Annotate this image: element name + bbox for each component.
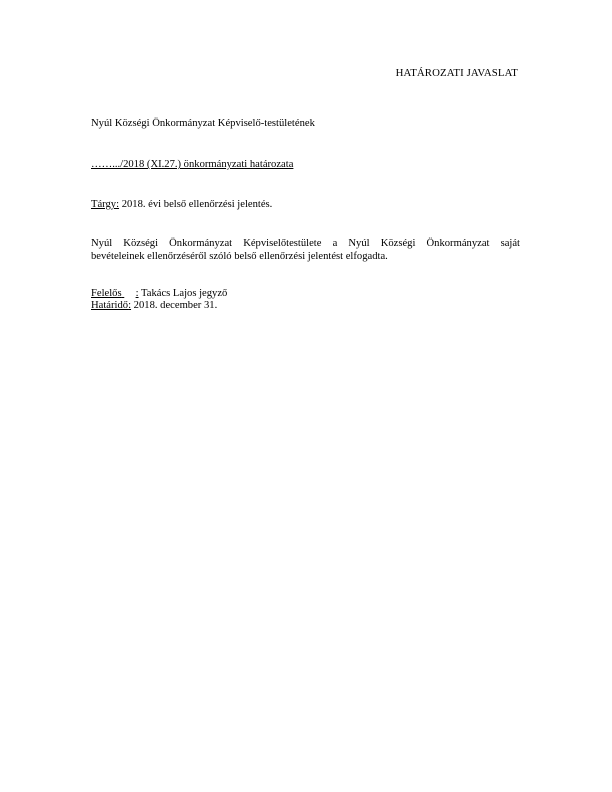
resolution-number-text: …….../2018 (XI.27.) önkormányzati határozata [91, 159, 294, 170]
responsible-separator: : [135, 288, 139, 299]
responsible-line [91, 288, 520, 300]
resolution-number [91, 159, 520, 171]
resolution-body [91, 238, 520, 263]
resolution-body-line-1: Nyúl Községi Önkormányzat Képviselőtestülete a Nyúl Községi Önkormányzat saját [91, 238, 520, 249]
deadline-separator: : [128, 300, 132, 311]
deadline-line [91, 300, 520, 312]
document-title: HATÁROZATI JAVASLAT [395, 67, 518, 79]
subject-text: 2018. évi belső ellenőrzési jelentés. [119, 199, 273, 210]
deadline-label: Határidő [91, 300, 129, 311]
addressee-line: Nyúl Községi Önkormányzat Képviselő-testületének [91, 118, 315, 129]
resolution-body-line-2: bevételeinek ellenőrzéséről szóló belső ellenőrzési jelentést elfogadta. [91, 250, 388, 262]
responsible-gap [122, 288, 136, 300]
subject-label: Tárgy: [91, 199, 120, 210]
deadline-value: 2018. december 31. [131, 300, 218, 311]
subject-line [91, 199, 520, 211]
responsible-value: Takács Lajos jegyző [138, 288, 228, 299]
responsible-label: Felelős [91, 288, 122, 299]
